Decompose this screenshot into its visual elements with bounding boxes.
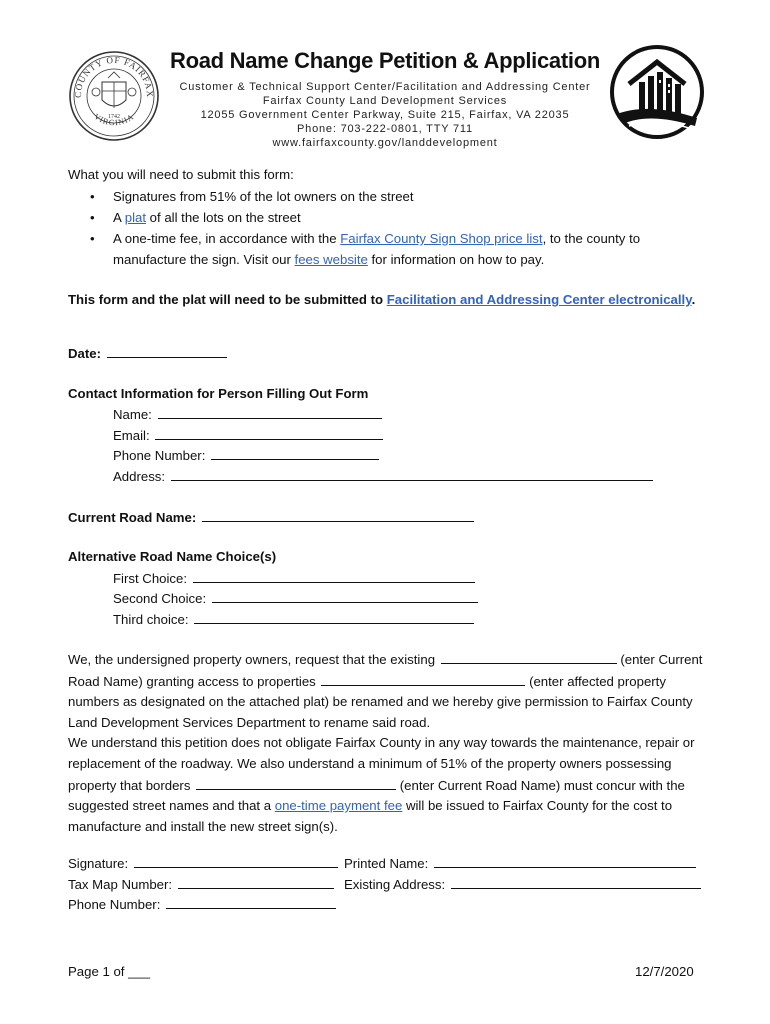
first-choice-label: First Choice: [113,571,188,586]
submission-note [68,290,695,311]
third-choice-field[interactable] [194,609,474,624]
petition-text-6: will be issued to Fairfax County for the cost to manufacture and install the new street sign(s). [68,798,673,834]
current-road-row [68,507,474,529]
third-choice-row [113,609,474,631]
second-choice-field[interactable] [212,588,478,603]
phone-label: Phone Number: [113,448,206,463]
alternative-heading: Alternative Road Name Choice(s) [68,549,277,564]
date-label: Date: [68,346,101,361]
page-number: Page 1 of ___ [68,964,151,979]
name-label: Name: [113,407,152,422]
petition-text-2: (enter Current Road Name) granting access to properties [68,652,703,689]
header-block [160,48,610,150]
sign-shop-price-list-link[interactable]: Fairfax County Sign Shop price list [340,231,543,246]
signer-phone-label: Phone Number: [68,897,161,912]
existing-address-field[interactable] [451,874,701,889]
existing-address-label: Existing Address: [344,877,446,892]
petition-paragraph [68,649,704,837]
seal-top-text: COUNTY OF FAIRFAX [72,54,156,99]
requirements-intro: What you will need to submit this form: [68,167,294,182]
third-choice-label: Third choice: [113,612,189,627]
bordering-road-field[interactable] [196,775,396,790]
agency-address: 12055 Government Center Parkway, Suite 215, Fairfax, VA 22035 [200,109,570,121]
list-item [68,186,688,207]
bullet-icon: • [90,189,95,204]
existing-address-row [344,874,701,896]
petition-text-5: (enter Current Road Name) must concur with the suggested street names and that a [68,777,685,814]
email-field[interactable] [155,425,383,440]
date-field[interactable] [107,343,227,358]
facilitation-center-link[interactable]: Facilitation and Addressing Center electronically [386,292,692,307]
agency-line-2: Fairfax County Land Development Services [262,95,508,107]
county-seal-icon [68,42,160,150]
name-field[interactable] [158,404,382,419]
fees-website-link[interactable]: fees website [294,252,368,267]
contact-address-row [113,466,653,488]
bullet-icon: • [90,210,95,225]
one-time-payment-fee-link[interactable]: one-time payment fee [274,798,403,814]
first-choice-field[interactable] [193,568,475,583]
contact-phone-row [113,445,379,467]
land-development-logo-icon [609,44,705,140]
phone-field[interactable] [211,445,379,460]
address-field[interactable] [171,466,653,481]
requirement-fee-post: for information on how to pay. [367,252,545,267]
affected-properties-field[interactable] [321,671,525,686]
contact-heading: Contact Information for Person Filling Out Form [68,386,369,401]
signer-phone-row [68,894,336,916]
tax-map-row [68,874,334,896]
requirement-signatures: Signatures from 51% of the lot owners on the street [113,189,414,204]
tax-map-field[interactable] [178,874,334,889]
existing-road-field[interactable] [441,649,617,664]
tax-map-label: Tax Map Number: [68,877,173,892]
second-choice-row [113,588,478,610]
requirement-plat-pre: A [113,210,125,225]
requirement-plat-post: of all the lots on the street [146,210,301,225]
requirement-fee-pre: A one-time fee, in accordance with the [113,231,341,246]
second-choice-label: Second Choice: [113,591,207,606]
current-road-label: Current Road Name: [68,510,197,525]
requirement-fee-mid: , to the county to manufacture the sign. Visit our [113,231,641,267]
contact-email-row [113,425,383,447]
contact-name-row [113,404,382,426]
submission-note-post: . [691,292,696,307]
printed-name-row [344,853,696,875]
first-choice-row [113,568,475,590]
list-item [68,228,688,270]
printed-name-label: Printed Name: [344,856,429,871]
requirements-list [68,186,688,270]
signature-label: Signature: [68,856,129,871]
plat-link[interactable]: plat [124,210,146,225]
seal-year: 1742 [108,114,120,120]
signer-phone-field[interactable] [166,894,336,909]
list-item [68,207,688,228]
printed-name-field[interactable] [434,853,696,868]
agency-phone: Phone: 703-222-0801, TTY 711 [297,123,473,135]
signature-field[interactable] [134,853,338,868]
page-title: Road Name Change Petition & Application [170,48,600,73]
current-road-field[interactable] [202,507,474,522]
email-label: Email: [113,428,150,443]
signature-row [68,853,338,875]
petition-text-4: We understand this petition does not obligate Fairfax County in any way towards the maintenance, repair or replacement of the roadway. We also understand a minimum of 51% of the property owners possessing property that borders [68,735,695,793]
seal-bottom-text: VIRGINIA [92,111,136,128]
bullet-icon: • [90,231,95,246]
revision-date: 12/7/2020 [635,964,694,979]
submission-note-pre: This form and the plat will need to be submitted to [68,292,387,307]
address-label: Address: [113,469,166,484]
petition-text-3: (enter affected property numbers as designated on the attached plat) be renamed and we hereby give permission to Fairfax County Land Development Services Department to rename said road. [68,673,693,730]
date-row [68,343,227,365]
agency-website: www.fairfaxcounty.gov/landdevelopment [272,137,498,149]
petition-text-1: We, the undersigned property owners, request that the existing [68,652,439,667]
agency-line-1: Customer & Technical Support Center/Facilitation and Addressing Center [179,81,591,93]
